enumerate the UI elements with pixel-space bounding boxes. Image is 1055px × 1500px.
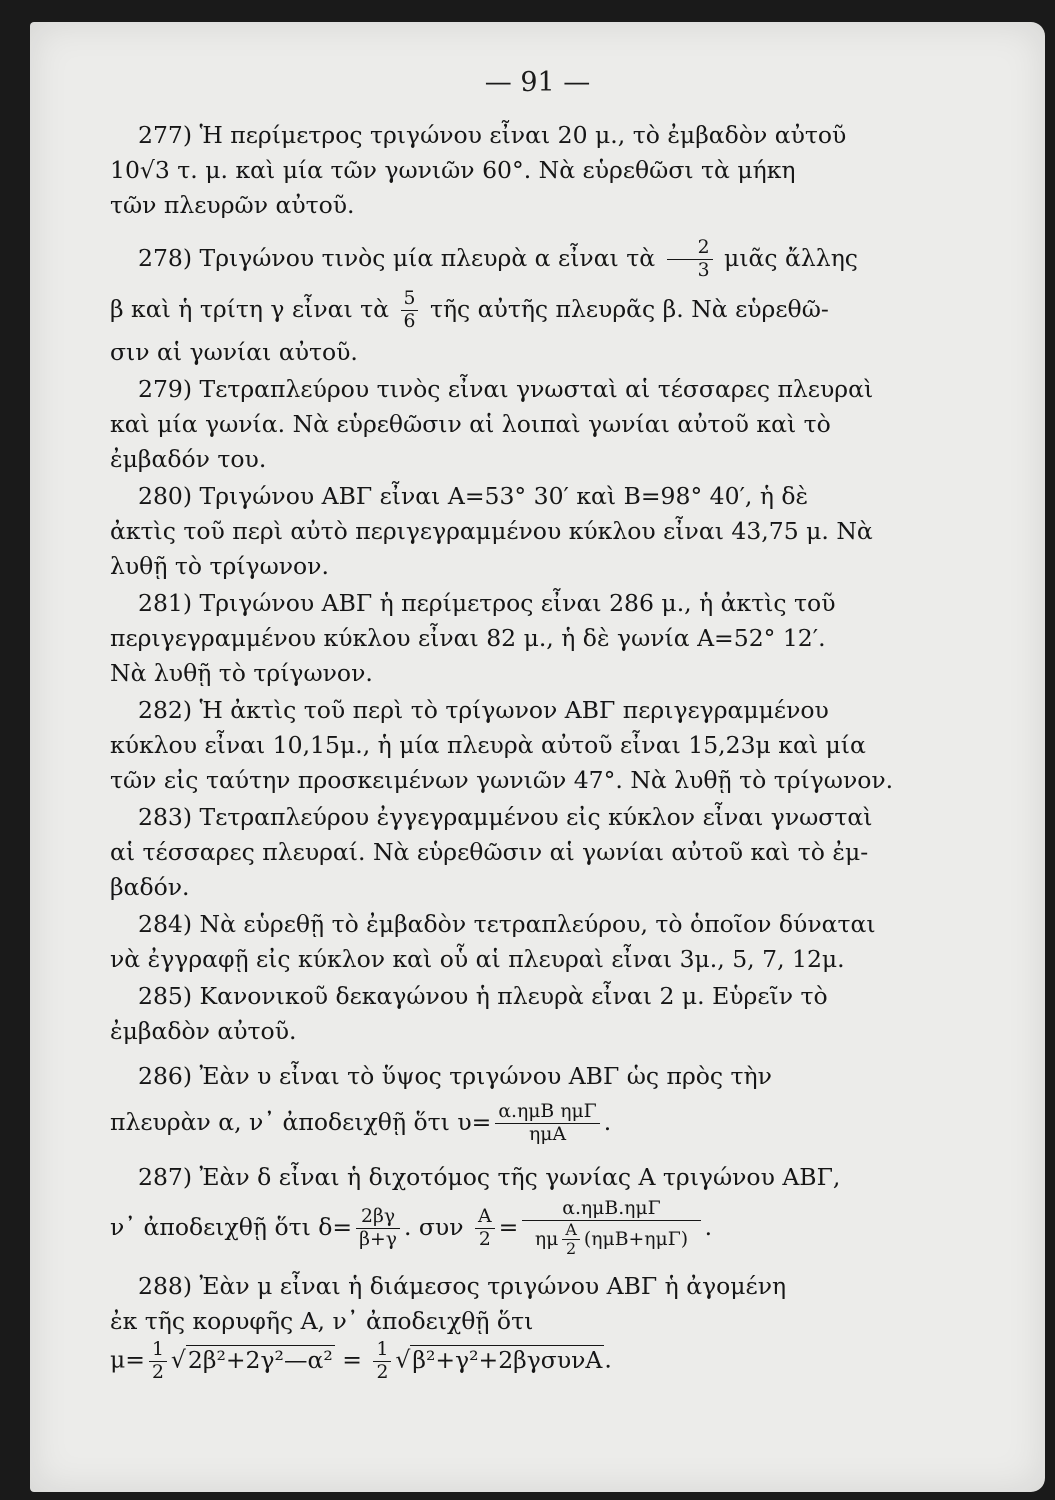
fraction	[667, 237, 713, 281]
problem-text: Νὰ εὑρεθῇ τὸ ἐμβαδὸν τετραπλεύρου, τὸ ὁποῖον δύναται	[199, 910, 876, 938]
formula-end: .	[604, 1345, 612, 1374]
problem-number: 281)	[138, 589, 193, 617]
problem-line	[110, 907, 900, 942]
problem-number: 282)	[138, 696, 193, 724]
problem-text: πλευρὰν α, ν᾽ ἀποδειχθῇ ὅτι υ=	[110, 1108, 492, 1136]
sine-sum: (ημΒ+ημΓ)	[583, 1228, 689, 1250]
problem-number: 283)	[138, 803, 193, 831]
problem-284	[110, 907, 900, 977]
fraction-numerator: 2βγ	[356, 1206, 400, 1229]
problem-number: 280)	[138, 482, 193, 510]
fraction-denominator: 2	[376, 1361, 389, 1383]
problem-line	[110, 118, 900, 153]
problem-277	[110, 118, 900, 223]
problem-line	[110, 979, 900, 1014]
problem-287	[110, 1160, 900, 1259]
problem-line: τῶν πλευρῶν αὐτοῦ.	[110, 191, 355, 219]
problem-number: 277)	[138, 121, 193, 149]
problem-278	[110, 233, 900, 370]
problem-text: τῆς αὐτῆς πλευρᾶς β. Νὰ εὑρεθῶ-	[429, 295, 829, 323]
sine-label: ημ	[534, 1228, 559, 1250]
problem-text: . συν	[403, 1213, 464, 1241]
problem-279	[110, 372, 900, 477]
problem-line	[110, 233, 900, 283]
problem-288	[110, 1269, 900, 1383]
page-number: — 91 —	[484, 67, 591, 98]
radicand: β²+γ²+2βγσυνΑ	[412, 1345, 603, 1374]
fraction	[475, 1206, 495, 1250]
radical-sign: √	[170, 1345, 186, 1374]
problem-line: καὶ μία γωνία. Νὰ εὑρεθῶσιν αἱ λοιπαὶ γωνίαι αὐτοῦ καὶ τὸ	[110, 410, 831, 438]
fraction-numerator: 1	[373, 1339, 391, 1362]
problem-line	[110, 1195, 900, 1259]
fraction-denominator: 3	[697, 260, 710, 281]
fraction-numerator: 5	[401, 288, 419, 311]
radical-sign: √	[395, 1345, 411, 1374]
fraction-numerator: Α	[475, 1206, 495, 1229]
problem-number: 286)	[138, 1062, 193, 1090]
problem-line	[110, 372, 900, 407]
problem-line: σιν αἱ γωνίαι αὐτοῦ.	[110, 338, 358, 366]
problem-text: Τριγώνου τινὸς μία πλευρὰ α εἶναι τὰ	[199, 244, 656, 272]
problem-line: τῶν εἰς ταύτην προσκειμένων γωνιῶν 47°. Νὰ λυθῇ τὸ τρίγωνον.	[110, 766, 894, 794]
problem-283	[110, 800, 900, 905]
problem-number: 288)	[138, 1272, 193, 1300]
problem-line: βαδόν.	[110, 873, 190, 901]
problem-line	[110, 283, 900, 335]
fraction	[522, 1198, 700, 1258]
fraction	[495, 1101, 599, 1145]
fraction-numerator: 1	[149, 1339, 167, 1362]
problem-number: 284)	[138, 910, 193, 938]
problem-number: 279)	[138, 375, 193, 403]
problem-line: περιγεγραμμένου κύκλου εἶναι 82 μ., ἡ δὲ γωνία Α=52° 12′.	[110, 624, 826, 652]
book-page	[30, 22, 1045, 1492]
problem-line: ἐμβαδόν του.	[110, 445, 267, 473]
equals-sign: =	[498, 1213, 519, 1241]
problem-line	[110, 1269, 900, 1304]
problem-line	[110, 1160, 900, 1195]
problem-line: ἀκτὶς τοῦ περὶ αὐτὸ περιγεγραμμένου κύκλου εἶναι 43,75 μ. Νὰ	[110, 517, 873, 545]
problem-text: Ἐὰν υ εἶναι τὸ ὕψος τριγώνου ΑΒΓ ὡς πρὸς τὴν	[199, 1062, 772, 1090]
fraction-numerator: α.ημΒ ημΓ	[495, 1101, 599, 1124]
problem-line	[110, 693, 900, 728]
problem-282	[110, 693, 900, 798]
problem-line: νὰ ἐγγραφῇ εἰς κύκλον καὶ οὗ αἱ πλευραὶ εἶναι 3μ., 5, 7, 12μ.	[110, 945, 845, 973]
problem-number: 285)	[138, 982, 193, 1010]
fraction-denominator: 6	[403, 311, 416, 332]
fraction	[562, 1221, 580, 1259]
problem-285	[110, 979, 900, 1049]
problem-list	[110, 118, 900, 1385]
problem-line: λυθῇ τὸ τρίγωνον.	[110, 552, 329, 580]
problem-text: ν᾽ ἀποδειχθῇ ὅτι δ=	[110, 1213, 353, 1241]
problem-280	[110, 479, 900, 584]
radicand: 2β²+2γ²—α²	[187, 1345, 333, 1374]
problem-text: Κανονικοῦ δεκαγώνου ἡ πλευρὰ εἶναι 2 μ. Εὑρεῖν τὸ	[199, 982, 828, 1010]
problem-281	[110, 586, 900, 691]
problem-line: κύκλου εἶναι 10,15μ., ἡ μία πλευρὰ αὐτοῦ εἶναι 15,23μ καὶ μία	[110, 731, 866, 759]
problem-line: 10√3 τ. μ. καὶ μία τῶν γωνιῶν 60°. Νὰ εὑρεθῶσι τὰ μήκη	[110, 156, 796, 184]
problem-text: μιᾶς ἄλλης	[724, 244, 858, 272]
fraction	[356, 1206, 400, 1250]
problem-line	[110, 479, 900, 514]
fraction-denominator	[522, 1221, 700, 1259]
problem-line: ἐκ τῆς κορυφῆς Α, ν᾽ ἀποδειχθῇ ὅτι	[110, 1307, 534, 1335]
problem-text: .	[603, 1108, 612, 1136]
median-formula	[110, 1339, 900, 1383]
fraction	[149, 1339, 167, 1383]
problem-text: Τριγώνου ΑΒΓ ἡ περίμετρος εἶναι 286 μ., ἡ ἀκτὶς τοῦ	[199, 589, 836, 617]
problem-text: β καὶ ἡ τρίτη γ εἶναι τὰ	[110, 295, 390, 323]
equals-sign: =	[342, 1345, 362, 1374]
formula-lhs: μ=	[110, 1345, 145, 1374]
fraction-numerator: 2	[667, 237, 713, 260]
problem-line	[110, 586, 900, 621]
problem-number: 287)	[138, 1163, 193, 1191]
fraction-numerator: α.ημΒ.ημΓ	[522, 1198, 700, 1221]
problem-line	[110, 800, 900, 835]
problem-line	[110, 1094, 900, 1150]
problem-text: .	[704, 1213, 713, 1241]
problem-line: Νὰ λυθῇ τὸ τρίγωνον.	[110, 659, 373, 687]
problem-text: Τετραπλεύρου ἐγγεγραμμένου εἰς κύκλον εἶναι γνωσταὶ	[199, 803, 873, 831]
problem-286	[110, 1059, 900, 1150]
problem-text: Ἡ περίμετρος τριγώνου εἶναι 20 μ., τὸ ἐμβαδὸν αὐτοῦ	[199, 121, 847, 149]
fraction-denominator: ημΑ	[528, 1124, 567, 1145]
problem-text: Τετραπλεύρου τινὸς εἶναι γνωσταὶ αἱ τέσσαρες πλευραὶ	[199, 375, 874, 403]
fraction-denominator: 2	[566, 1239, 577, 1259]
fraction-denominator: 2	[478, 1229, 491, 1250]
fraction-denominator: β+γ	[359, 1229, 397, 1250]
problem-text: Ἡ ἀκτὶς τοῦ περὶ τὸ τρίγωνον ΑΒΓ περιγεγραμμένου	[199, 696, 829, 724]
fraction-numerator: Α	[562, 1221, 580, 1240]
problem-line: αἱ τέσσαρες πλευραί. Νὰ εὑρεθῶσιν αἱ γωνίαι αὐτοῦ καὶ τὸ ἐμ-	[110, 838, 869, 866]
problem-text: Τριγώνου ΑΒΓ εἶναι Α=53° 30′ καὶ Β=98° 40′, ἡ δὲ	[199, 482, 809, 510]
fraction-denominator: 2	[151, 1361, 164, 1383]
fraction	[373, 1339, 391, 1383]
problem-text: Ἐὰν δ εἶναι ἡ διχοτόμος τῆς γωνίας Α τριγώνου ΑΒΓ,	[199, 1163, 841, 1191]
problem-line: ἐμβαδὸν αὐτοῦ.	[110, 1017, 297, 1045]
problem-number: 278)	[138, 244, 193, 272]
fraction	[401, 288, 419, 332]
problem-line	[110, 1059, 900, 1094]
problem-text: Ἐὰν μ εἶναι ἡ διάμεσος τριγώνου ΑΒΓ ἡ ἀγομένη	[199, 1272, 787, 1300]
